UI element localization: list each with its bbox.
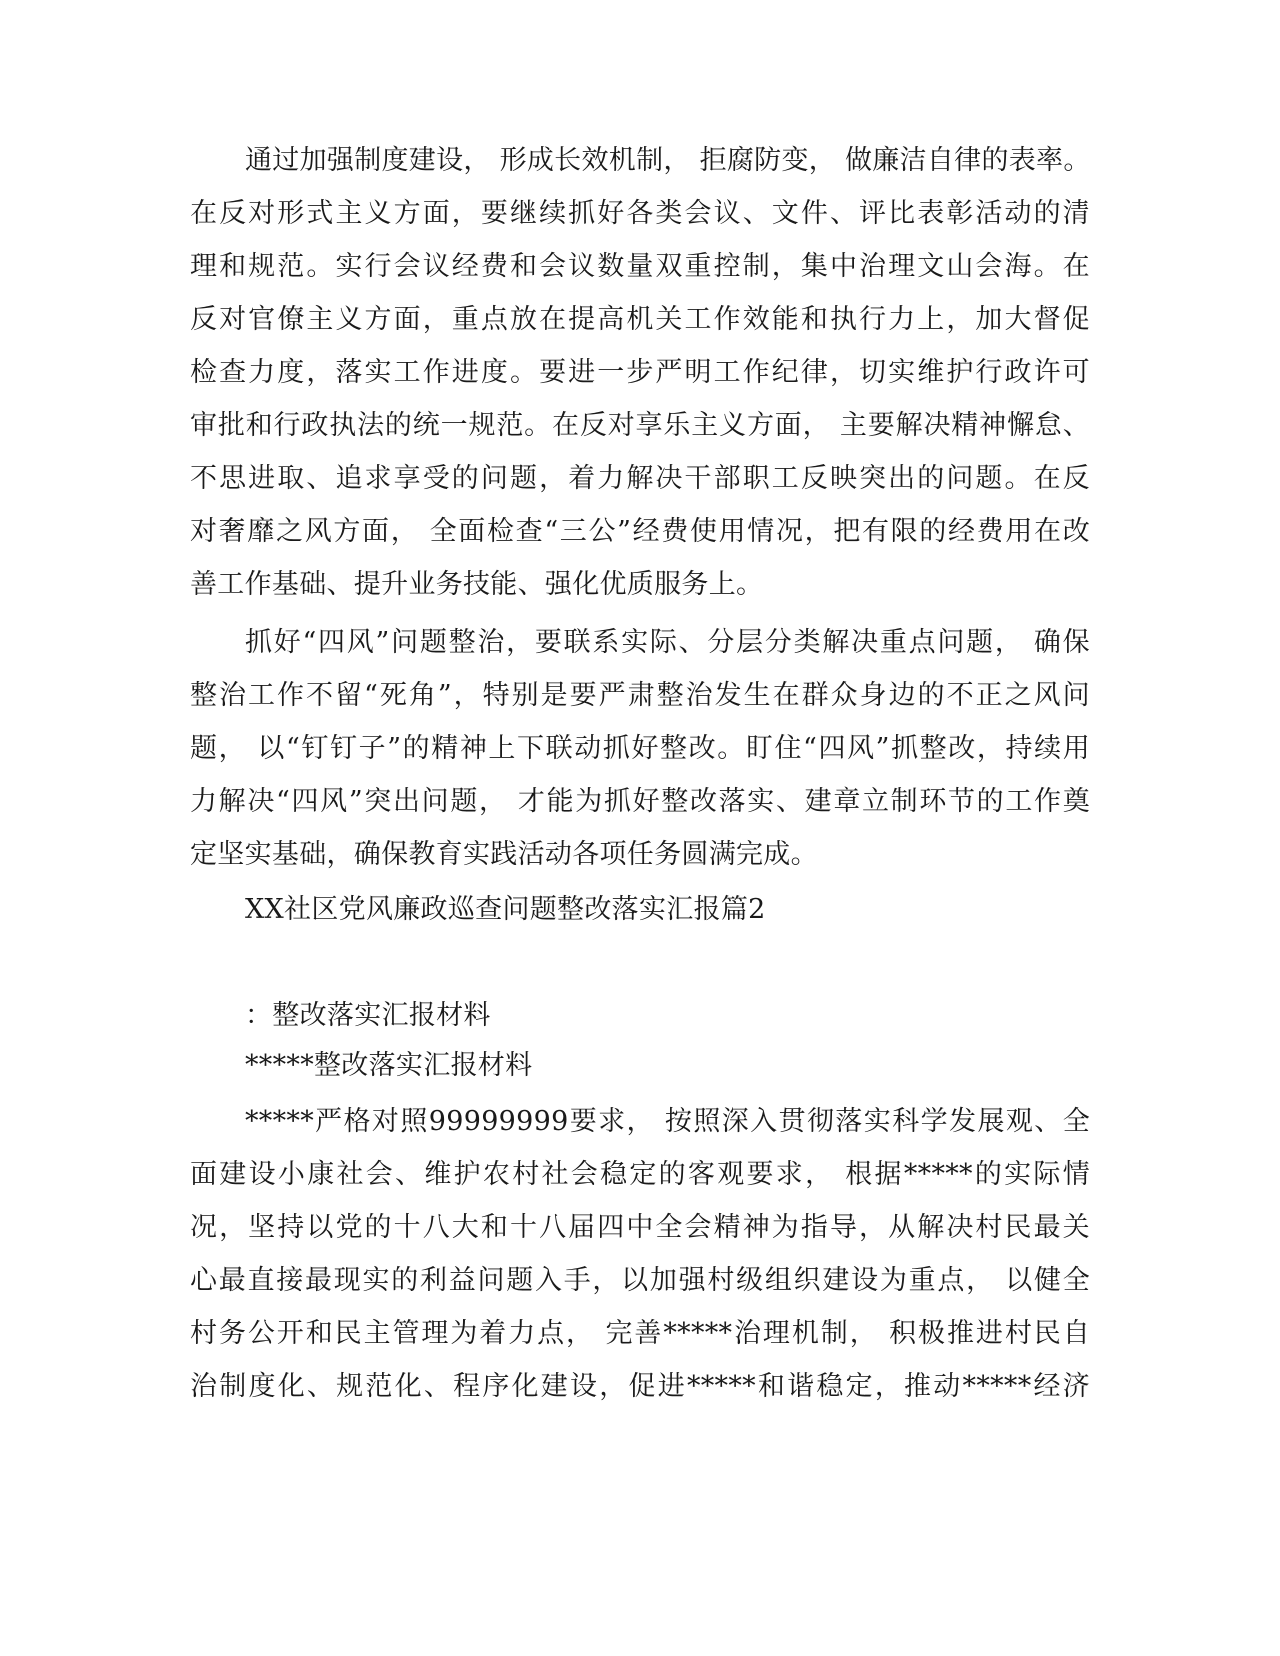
paragraph-line: 整治工作不留“死角”，特别是要严肃整治发生在群众身边的不正之风问 — [190, 680, 1090, 711]
paragraph-line: 抓好“四风”问题整治，要联系实际、分层分类解决重点问题， 确保 — [245, 627, 1090, 658]
paragraph-line: 对奢靡之风方面， 全面检查“三公”经费使用情况，把有限的经费用在改 — [190, 516, 1090, 547]
paragraph-line: 理和规范。实行会议经费和会议数量双重控制，集中治理文山会海。在 — [190, 251, 1090, 282]
paragraph-line: 审批和行政执法的统一规范。在反对享乐主义方面， 主要解决精神懈怠、 — [190, 410, 1090, 441]
subtitle-2: *****整改落实汇报材料 — [245, 1050, 533, 1081]
paragraph-line: 定坚实基础，确保教育实践活动各项任务圆满完成。 — [190, 839, 818, 870]
paragraph-line: *****严格对照99999999要求， 按照深入贯彻落实科学发展观、全 — [245, 1106, 1090, 1137]
paragraph-line: 力解决“四风”突出问题， 才能为抓好整改落实、建章立制环节的工作奠 — [190, 786, 1090, 817]
paragraph-line: 心最直接最现实的利益问题入手，以加强村级组织建设为重点， 以健全 — [190, 1265, 1090, 1296]
paragraph-line: 题， 以“钉钉子”的精神上下联动抓好整改。盯住“四风”抓整改，持续用 — [190, 733, 1090, 764]
paragraph-line: 面建设小康社会、维护农村社会稳定的客观要求， 根据*****的实际情 — [190, 1159, 1090, 1190]
paragraph-line: 检查力度，落实工作进度。要进一步严明工作纪律，切实维护行政许可 — [190, 357, 1090, 388]
section-title: XX社区党风廉政巡查问题整改落实汇报篇2 — [245, 894, 766, 925]
paragraph-line: 善工作基础、提升业务技能、强化优质服务上。 — [190, 569, 764, 600]
paragraph-line: 村务公开和民主管理为着力点， 完善*****治理机制， 积极推进村民自 — [190, 1318, 1090, 1349]
paragraph-line: 况，坚持以党的十八大和十八届四中全会精神为指导，从解决村民最关 — [190, 1212, 1090, 1243]
paragraph-line: 反对官僚主义方面，重点放在提高机关工作效能和执行力上，加大督促 — [190, 304, 1090, 335]
paragraph-line: 治制度化、规范化、程序化建设，促进*****和谐稳定，推动*****经济 — [190, 1371, 1090, 1402]
subtitle-1: ：整改落实汇报材料 — [245, 1000, 491, 1031]
paragraph-line: 通过加强制度建设， 形成长效机制， 拒腐防变， 做廉洁自律的表率。 — [245, 145, 1091, 176]
paragraph-line: 不思进取、追求享受的问题，着力解决干部职工反映突出的问题。在反 — [190, 463, 1090, 494]
paragraph-line: 在反对形式主义方面，要继续抓好各类会议、文件、评比表彰活动的清 — [190, 198, 1090, 229]
